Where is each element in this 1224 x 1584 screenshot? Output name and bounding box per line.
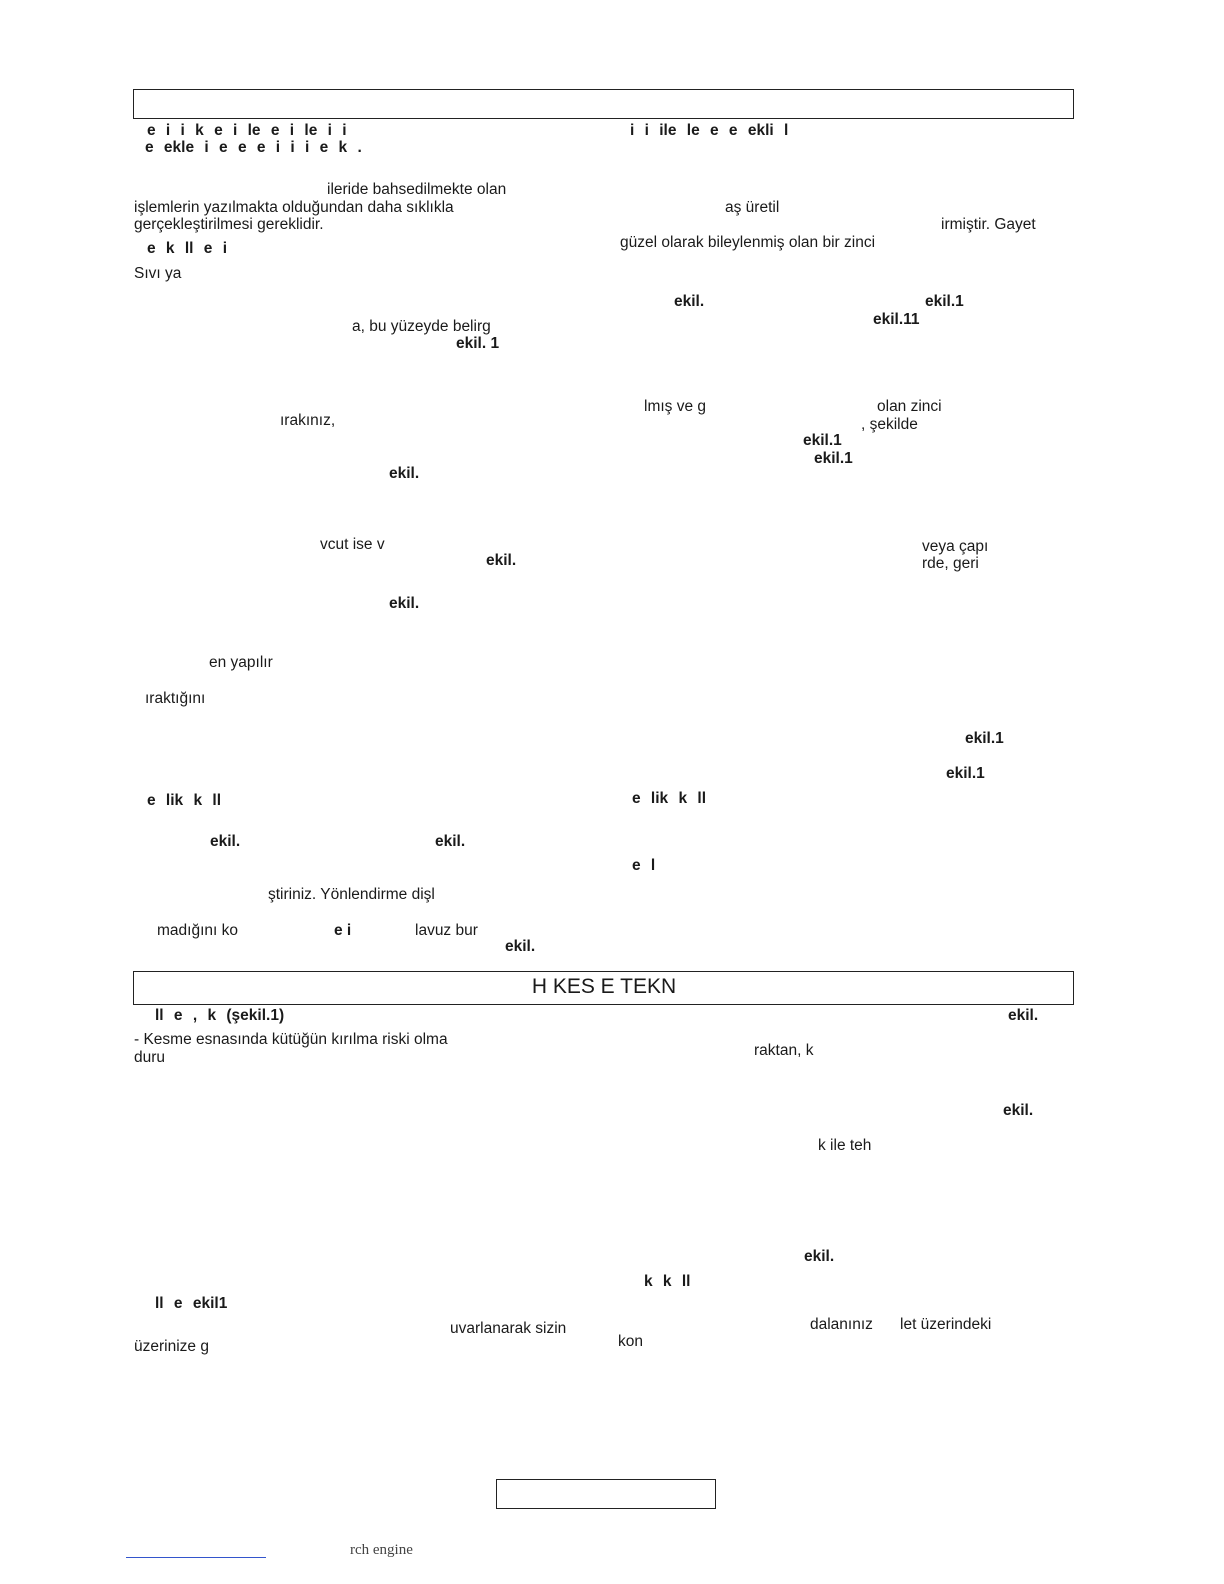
left-text: duru — [134, 1049, 166, 1066]
left-text: ştiriniz. Yönlendirme dişl — [268, 886, 435, 903]
page-number-box — [496, 1479, 716, 1509]
figure-ref: ekil. — [389, 465, 420, 482]
figure-ref: ekil. — [505, 938, 536, 955]
figure-ref: ekil.1 — [814, 450, 853, 467]
right-text: irmiştir. Gayet — [941, 216, 1036, 233]
left-text: ileride bahsedilmekte olan — [327, 181, 507, 198]
figure-ref: ekil. — [804, 1248, 835, 1265]
left-subheading: e k ll e i — [147, 240, 228, 257]
left-text: - Kesme esnasında kütüğün kırılma riski olma — [134, 1031, 448, 1048]
figure-ref: ekil. 1 — [456, 335, 500, 352]
figure-ref: ekil. — [1008, 1007, 1039, 1024]
section-heading-right: i i ile le e e ekli l — [630, 122, 789, 139]
right-subheading: k k ll — [644, 1273, 691, 1290]
figure-ref: ekil.1 — [946, 765, 985, 782]
figure-ref: ekil.1 — [925, 293, 964, 310]
left-text: uvarlanarak sizin — [450, 1320, 567, 1337]
left-text: a, bu yüzeyde belirg — [352, 318, 491, 335]
section-title: H KES E TEKN — [531, 975, 677, 998]
left-text: en yapılır — [209, 654, 273, 671]
left-text: vcut ise v — [320, 536, 385, 553]
right-text: raktan, k — [754, 1042, 814, 1059]
left-text: gerçekleştirilmesi gereklidir. — [134, 216, 324, 233]
figure-ref: ekil. — [210, 833, 241, 850]
left-subheading: e lik k ll — [147, 792, 222, 809]
right-text: olan zinci — [877, 398, 942, 415]
figure-ref: ekil.11 — [873, 311, 920, 328]
figure-ref: ekil. — [486, 552, 517, 569]
left-text: ıraktığını — [145, 690, 206, 707]
section-bold-line: ll e , k (şekil.1) — [155, 1007, 285, 1024]
figure-ref: ekil. — [674, 293, 705, 310]
footer-engine-text: rch engine — [350, 1542, 413, 1558]
right-text: lmış ve g — [644, 398, 707, 415]
right-text: aş üretil — [725, 199, 780, 216]
right-text: , şekilde — [861, 416, 918, 433]
section-header-box — [133, 89, 1074, 119]
right-text: let üzerindeki — [900, 1316, 992, 1333]
section-heading-left-2: e ekle i e e e i i i e k . — [145, 139, 362, 156]
figure-ref: ekil.1 — [965, 730, 1004, 747]
right-subheading: e lik k ll — [632, 790, 707, 807]
figure-ref: ekil. — [435, 833, 466, 850]
left-text: Sıvı ya — [134, 265, 182, 282]
left-subheading: ll e ekil1 — [155, 1295, 228, 1312]
left-text: üzerinize g — [134, 1338, 209, 1355]
section-heading-left-1: e i i k e i le e i le i i — [147, 122, 347, 139]
left-text: lavuz bur — [415, 922, 478, 939]
figure-ref: ekil. — [1003, 1102, 1034, 1119]
figure-ref: ekil.1 — [803, 432, 842, 449]
right-text: güzel olarak bileylenmiş olan bir zinci — [620, 234, 876, 251]
figure-ref: ekil. — [389, 595, 420, 612]
right-text: rde, geri — [922, 555, 979, 572]
right-text: dalanınız — [810, 1316, 873, 1333]
right-text: veya çapı — [922, 538, 989, 555]
left-text: ırakınız, — [280, 412, 336, 429]
left-text: madığını ko — [157, 922, 238, 939]
left-text: işlemlerin yazılmakta olduğundan daha sıklıkla — [134, 199, 454, 216]
right-text: kon — [618, 1333, 643, 1350]
right-subheading: e l — [632, 857, 656, 874]
left-subheading: e i — [334, 922, 352, 939]
footer-link-underline[interactable] — [126, 1557, 266, 1558]
right-text: k ile teh — [818, 1137, 872, 1154]
